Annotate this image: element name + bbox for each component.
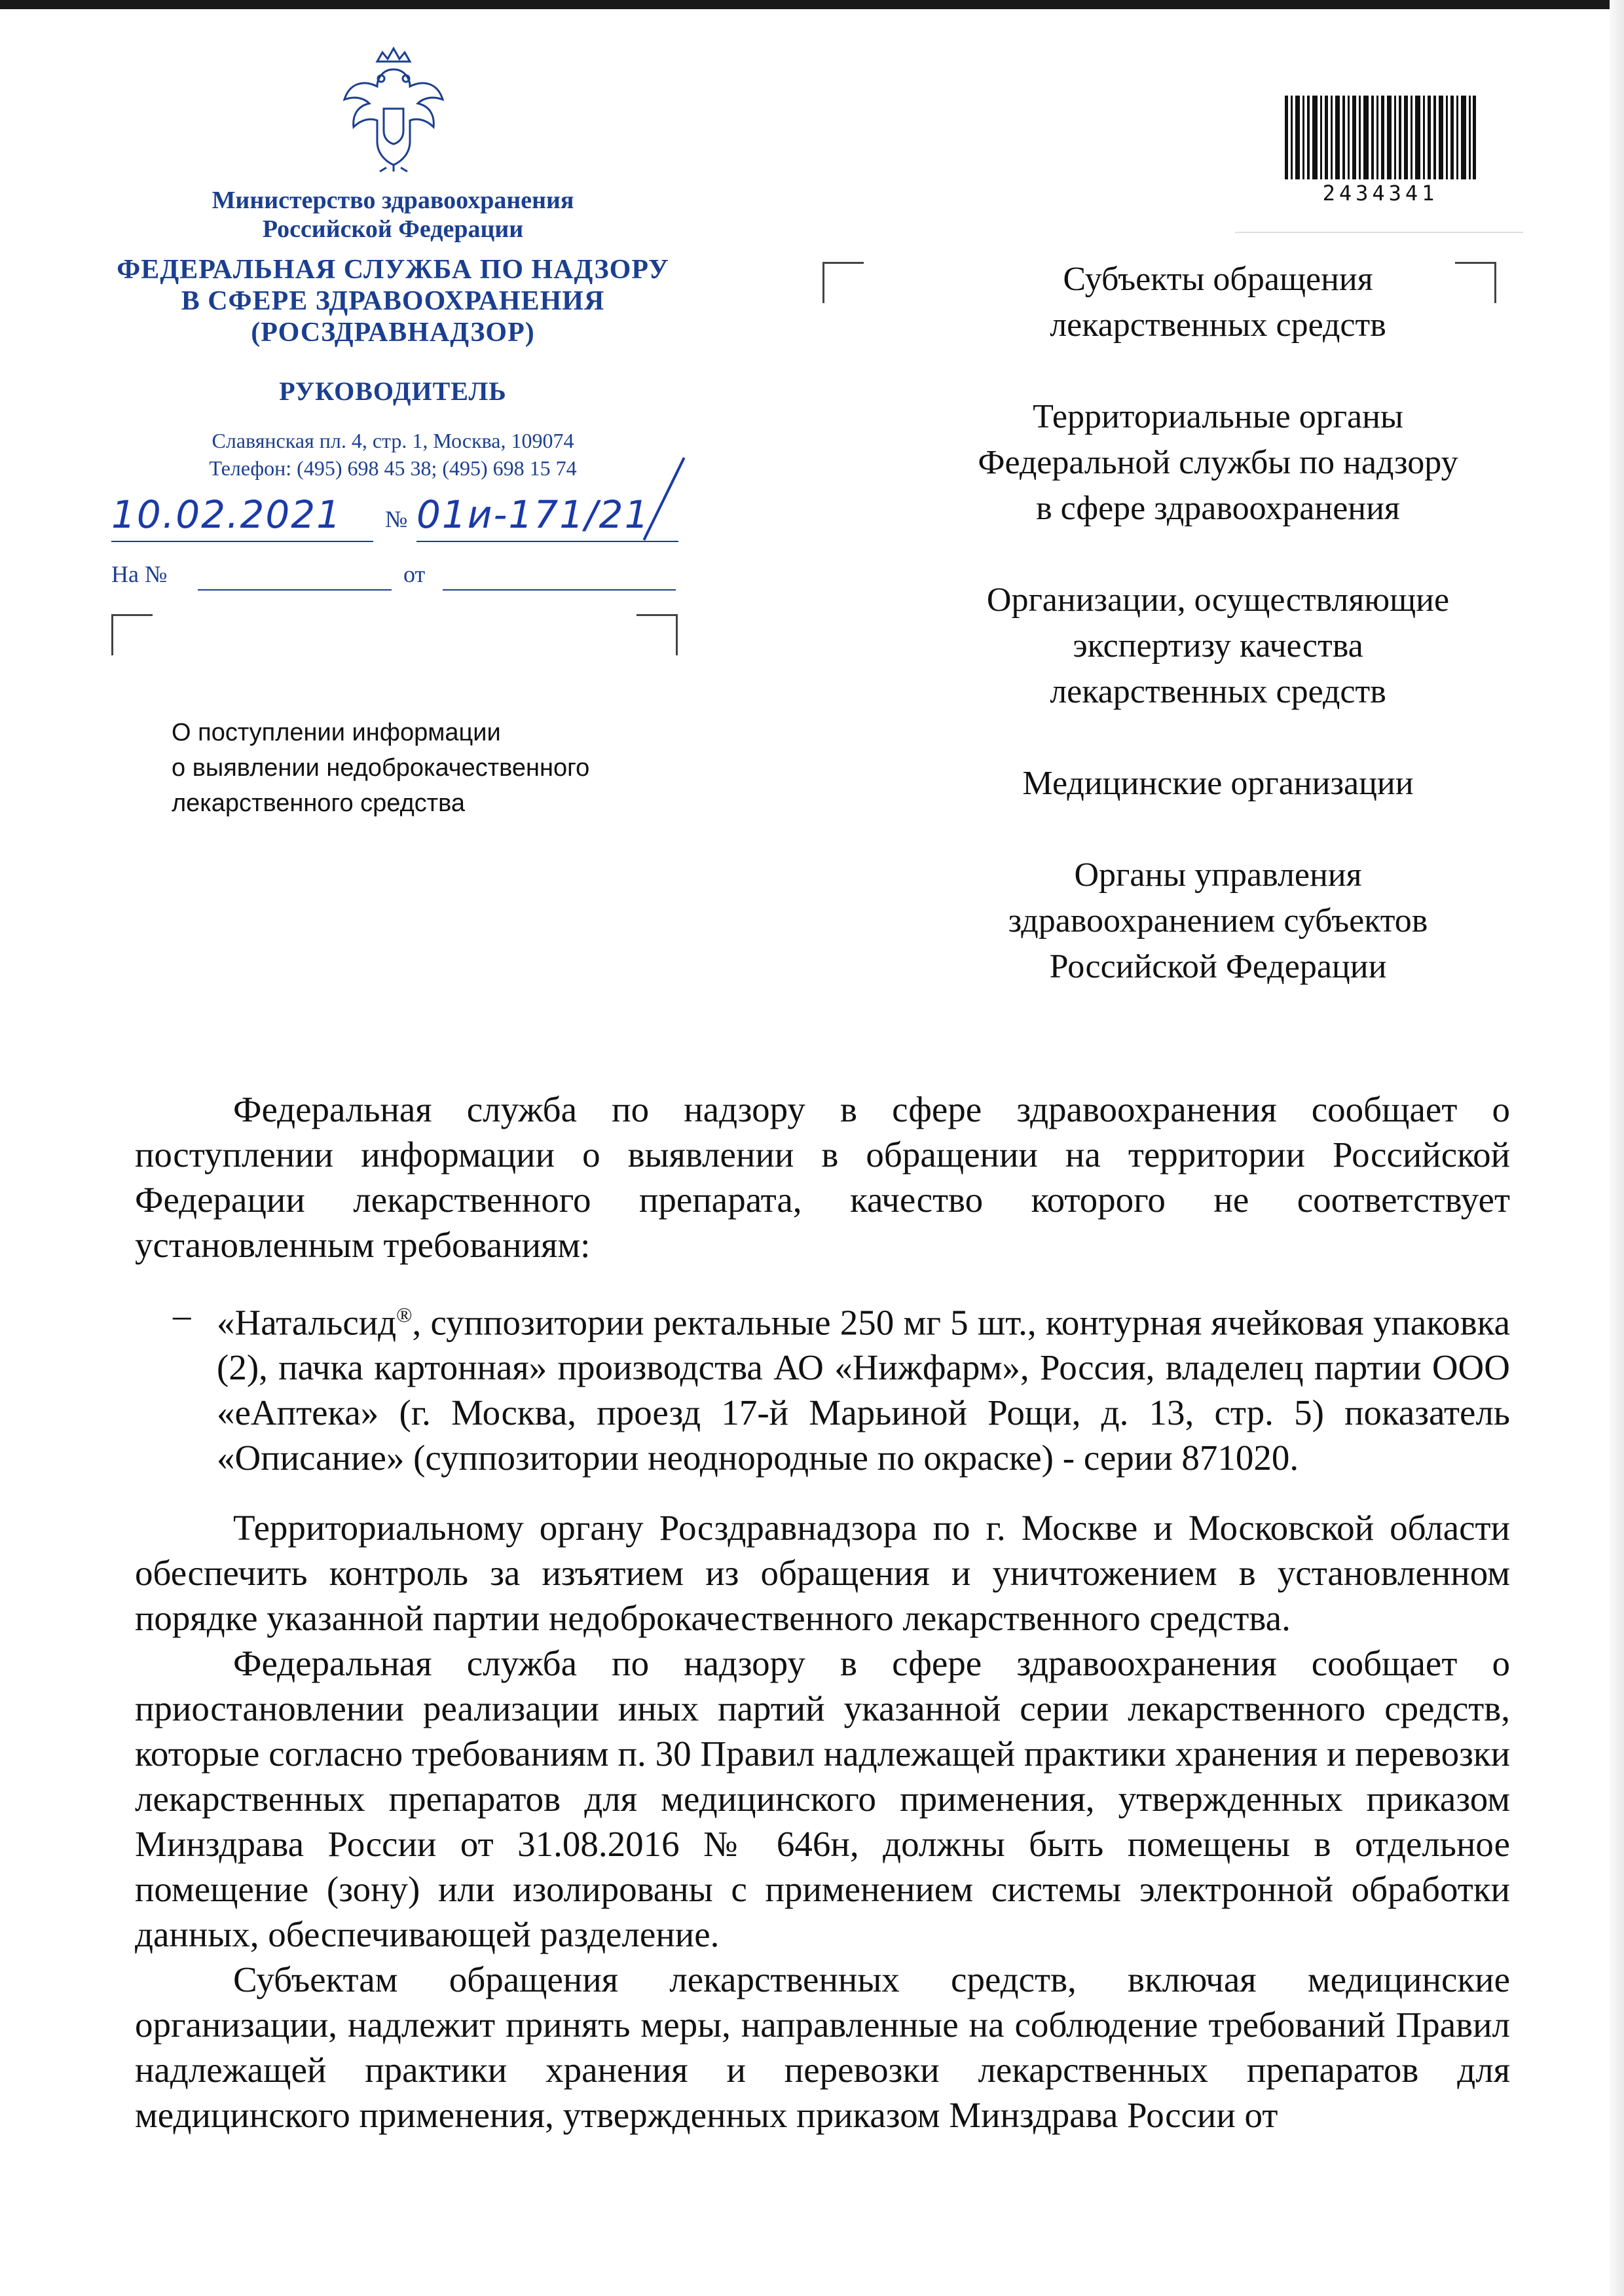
addressee-line: Российской Федерации <box>1049 948 1387 985</box>
agency-address: Славянская пл. 4, стр. 1, Москва, 109074 <box>212 429 574 452</box>
subject-bracket-left <box>111 614 153 655</box>
addressee-line: Медицинские организации <box>1022 765 1414 802</box>
body-bullet-item <box>135 1292 1510 1480</box>
addressee-line: Территориальные органы <box>1033 398 1403 435</box>
addressee-line: Организации, осуществляющие <box>986 581 1450 619</box>
scan-edge-right <box>1610 0 1624 2296</box>
agency-name <box>79 254 707 348</box>
agency-phone: Телефон: (495) 698 45 38; (495) 698 15 74 <box>209 456 577 480</box>
coat-of-arms-icon <box>338 43 449 173</box>
addressee-line: Субъекты обращения <box>1063 261 1373 298</box>
ministry-name <box>79 186 707 244</box>
agency-line: (РОСЗДРАВНАДЗОР) <box>251 318 535 348</box>
subject-bracket-right <box>637 614 678 655</box>
body-paragraph: Субъектам обращения лекарственных средств, включая медицинские организации, надлежит принять меры, направленные на соблюдение требований Правил надлежащей практики хранения и перевозки лекарственных препаратов для медицинского применения, утвержденных приказом Минздрава России от <box>135 1959 1510 2136</box>
addressee-line: здравоохранением субъектов <box>1008 902 1428 939</box>
outgoing-number: 01и-171/21 <box>416 492 650 537</box>
body-paragraph: Территориальному органу Росздравнадзора по г. Москве и Московской области обеспечить контроль за изъятием из обращения и уничтожением в установленном порядке указанной партии недоброкачественного лекарственного средства. <box>135 1508 1510 1639</box>
addressee <box>871 257 1565 348</box>
agency-line: ФЕДЕРАЛЬНАЯ СЛУЖБА ПО НАДЗОРУ <box>117 255 669 285</box>
bullet-mark: – <box>173 1295 191 1335</box>
barcode-icon <box>1285 96 1476 179</box>
letter-subject <box>172 715 669 821</box>
agency-contacts <box>79 427 707 482</box>
letter-body <box>135 1087 1510 2138</box>
addressee <box>871 761 1565 807</box>
reply-number-blank <box>198 589 392 591</box>
reply-date-blank <box>443 589 676 591</box>
addressee <box>871 577 1565 715</box>
addressee-block <box>871 257 1565 1036</box>
addressee-line: экспертизу качества <box>1073 627 1363 665</box>
reply-reference-label: На № <box>111 561 168 587</box>
addressee-line: Органы управления <box>1074 856 1362 894</box>
addressee-line: лекарственных средств <box>1050 673 1386 710</box>
addressee-bracket-left <box>822 262 864 303</box>
addressee-line: лекарственных средств <box>1050 306 1386 344</box>
registered-mark: ® <box>396 1303 413 1326</box>
number-underline <box>416 541 678 542</box>
addressee-line: Федеральной службы по надзору <box>978 444 1458 481</box>
addressee <box>871 852 1565 990</box>
scan-edge-top <box>0 0 1624 9</box>
number-sign: № <box>385 506 408 532</box>
reply-from-label: от <box>403 561 426 587</box>
addressee-line: в сфере здравоохранения <box>1036 490 1400 527</box>
barcode-number: 2434341 <box>1322 181 1439 206</box>
subject-line: О поступлении информации <box>172 719 501 746</box>
subject-line: лекарственного средства <box>172 790 466 817</box>
body-paragraph: Федеральная служба по надзору в сфере здравоохранения сообщает о приостановлении реализации иных партий указанной серии лекарственного средств, которые согласно требованиям п. 30 Правил надлежащей практики хранения и перевозки лекарственных препаратов для медицинского применения, утвержденных приказом Минздрава России от 31.08.2016 № 646н, должны быть помещены в отдельное помещение (зону) или изолированы с применением системы электронной обработки данных, обеспечивающей разделение. <box>135 1643 1510 1955</box>
agency-line: В СФЕРЕ ЗДРАВООХРАНЕНИЯ <box>181 286 605 316</box>
barcode-divider <box>1235 232 1523 233</box>
date-underline <box>111 541 373 542</box>
outgoing-date: 10.02.2021 <box>111 492 342 537</box>
signatory-role: РУКОВОДИТЕЛЬ <box>279 376 507 406</box>
subject-line: о выявлении недоброкачественного <box>172 754 590 782</box>
ministry-line: Российской Федерации <box>262 215 524 243</box>
product-name: «Натальсид <box>217 1302 397 1343</box>
body-paragraph: Федеральная служба по надзору в сфере здравоохранения сообщает о поступлении информации о выявлении в обращении на территории Российской Федерации лекарственного препарата, качество которого не соответствует установленным требованиям: <box>135 1089 1510 1265</box>
addressee <box>871 394 1565 532</box>
ministry-line: Министерство здравоохранения <box>212 187 574 214</box>
product-details: , суппозитории ректальные 250 мг 5 шт., контурная ячейковая упаковка (2), пачка картонная» производства АО «Нижфарм», Россия, владелец партии ООО «еАптека» (г. Москва, проезд 17-й Марьиной Рощи, д. 13, стр. 5) показатель «Описание» (суппозитории неоднородные по окраске) - серии 871020. <box>217 1302 1510 1478</box>
